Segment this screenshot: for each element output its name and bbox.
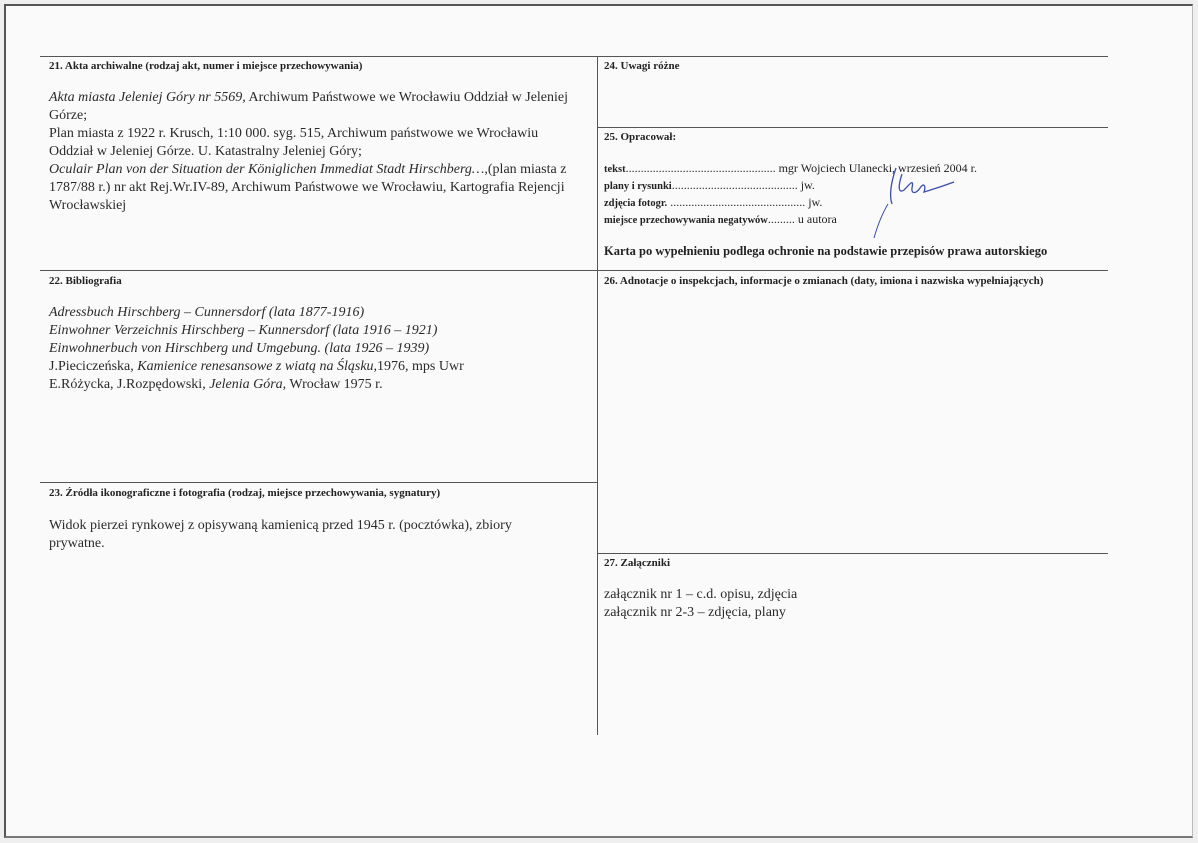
- archive-entry-1-title: Akta miasta Jeleniej Góry nr 5569,: [49, 90, 246, 105]
- section-22-body: [49, 304, 589, 394]
- archive-entry-2: Plan miasta z 1922 r. Krusch, 1:10 000. syg. 515, Archiwum państwowe we Wrocławiu Oddział w Jeleniej Górze. U. Katastralny Jeleniej Góry;: [49, 126, 539, 159]
- bibliography-item-1: Adressbuch Hirschberg – Cunnersdorf (lata 1877-1916): [49, 305, 365, 320]
- section-27-body: [604, 586, 1084, 622]
- attachment-1: załącznik nr 1 – c.d. opisu, zdjęcia: [604, 587, 798, 602]
- section-23-heading: 23. Źródła ikonograficzne i fotografia (rodzaj, miejsce przechowywania, sygnatury): [49, 487, 441, 499]
- section-27-heading: 27. Załączniki: [604, 557, 671, 569]
- archive-entry-3-rest: ,(plan miasta z 1787/88 r.) nr akt Rej.Wr.IV-89, Archiwum Państwowe we Wrocławiu, Kartografia Rejencji Wrocławskiej: [49, 162, 567, 213]
- archive-entry-1: [49, 89, 579, 125]
- author-signature: [858, 160, 968, 240]
- section-21-body: [49, 89, 579, 215]
- author-photos-row: zdjęcia fotogr. ............................................. jw.: [604, 195, 823, 209]
- bibliography-item-5: E.Różycka, J.Rozpędowski, Jelenia Góra, Wrocław 1975 r.: [49, 377, 383, 392]
- section-25-heading: 25. Opracował:: [604, 131, 677, 143]
- archive-entry-3: [49, 161, 579, 215]
- section-23-body: Widok pierzei rynkowej z opisywaną kamienicą przed 1945 r. (pocztówka), zbiory prywatne.: [49, 518, 512, 551]
- bibliography-item-2: Einwohner Verzeichnis Hirschberg – Kunnersdorf (lata 1916 – 1921): [49, 323, 438, 338]
- rule-center: [597, 56, 598, 735]
- archive-entry-3-title: Oculair Plan von der Situation der Königlichen Immediat Stadt Hirschberg…: [49, 162, 485, 177]
- section-22-heading: 22. Bibliografia: [49, 275, 122, 287]
- negatives-location-row: miejsce przechowywania negatywów......... u autora: [604, 212, 837, 226]
- section-26-heading: 26. Adnotacje o inspekcjach, informacje o zmianach (daty, imiona i nazwiska wypełniających): [604, 275, 1044, 287]
- author-drawings-row: plany i rysunki.......................................... jw.: [604, 178, 815, 192]
- archive-entry-1-rest: Archiwum Państwowe we Wrocławiu Oddział w Jeleniej Górze;: [49, 90, 569, 123]
- rule-top: [40, 56, 1108, 57]
- author-text-value: mgr Wojciech Ulanecki, wrzesień 2004 r.: [775, 161, 978, 175]
- copyright-notice: Karta po wypełnieniu podlega ochronie na podstawie przepisów prawa autorskiego: [604, 244, 1048, 258]
- rule-21-22: [40, 270, 1108, 271]
- author-text-row: tekst.................................................. mgr Wojciech Ulanecki, wrzesień 2004 r.: [604, 161, 978, 175]
- attachment-2: załącznik nr 2-3 – zdjęcia, plany: [604, 605, 786, 620]
- section-24-heading: 24. Uwagi różne: [604, 60, 680, 72]
- bibliography-item-4: J.Pieciczeńska, Kamienice renesansowe z wiatą na Śląsku,1976, mps Uwr: [49, 359, 464, 374]
- bibliography-item-3: Einwohnerbuch von Hirschberg und Umgebung. (lata 1926 – 1939): [49, 341, 430, 356]
- rule-26-27: [597, 553, 1108, 554]
- rule-24-25: [597, 127, 1108, 128]
- section-21-heading: 21. Akta archiwalne (rodzaj akt, numer i miejsce przechowywania): [49, 60, 363, 72]
- rule-22-23: [40, 482, 597, 483]
